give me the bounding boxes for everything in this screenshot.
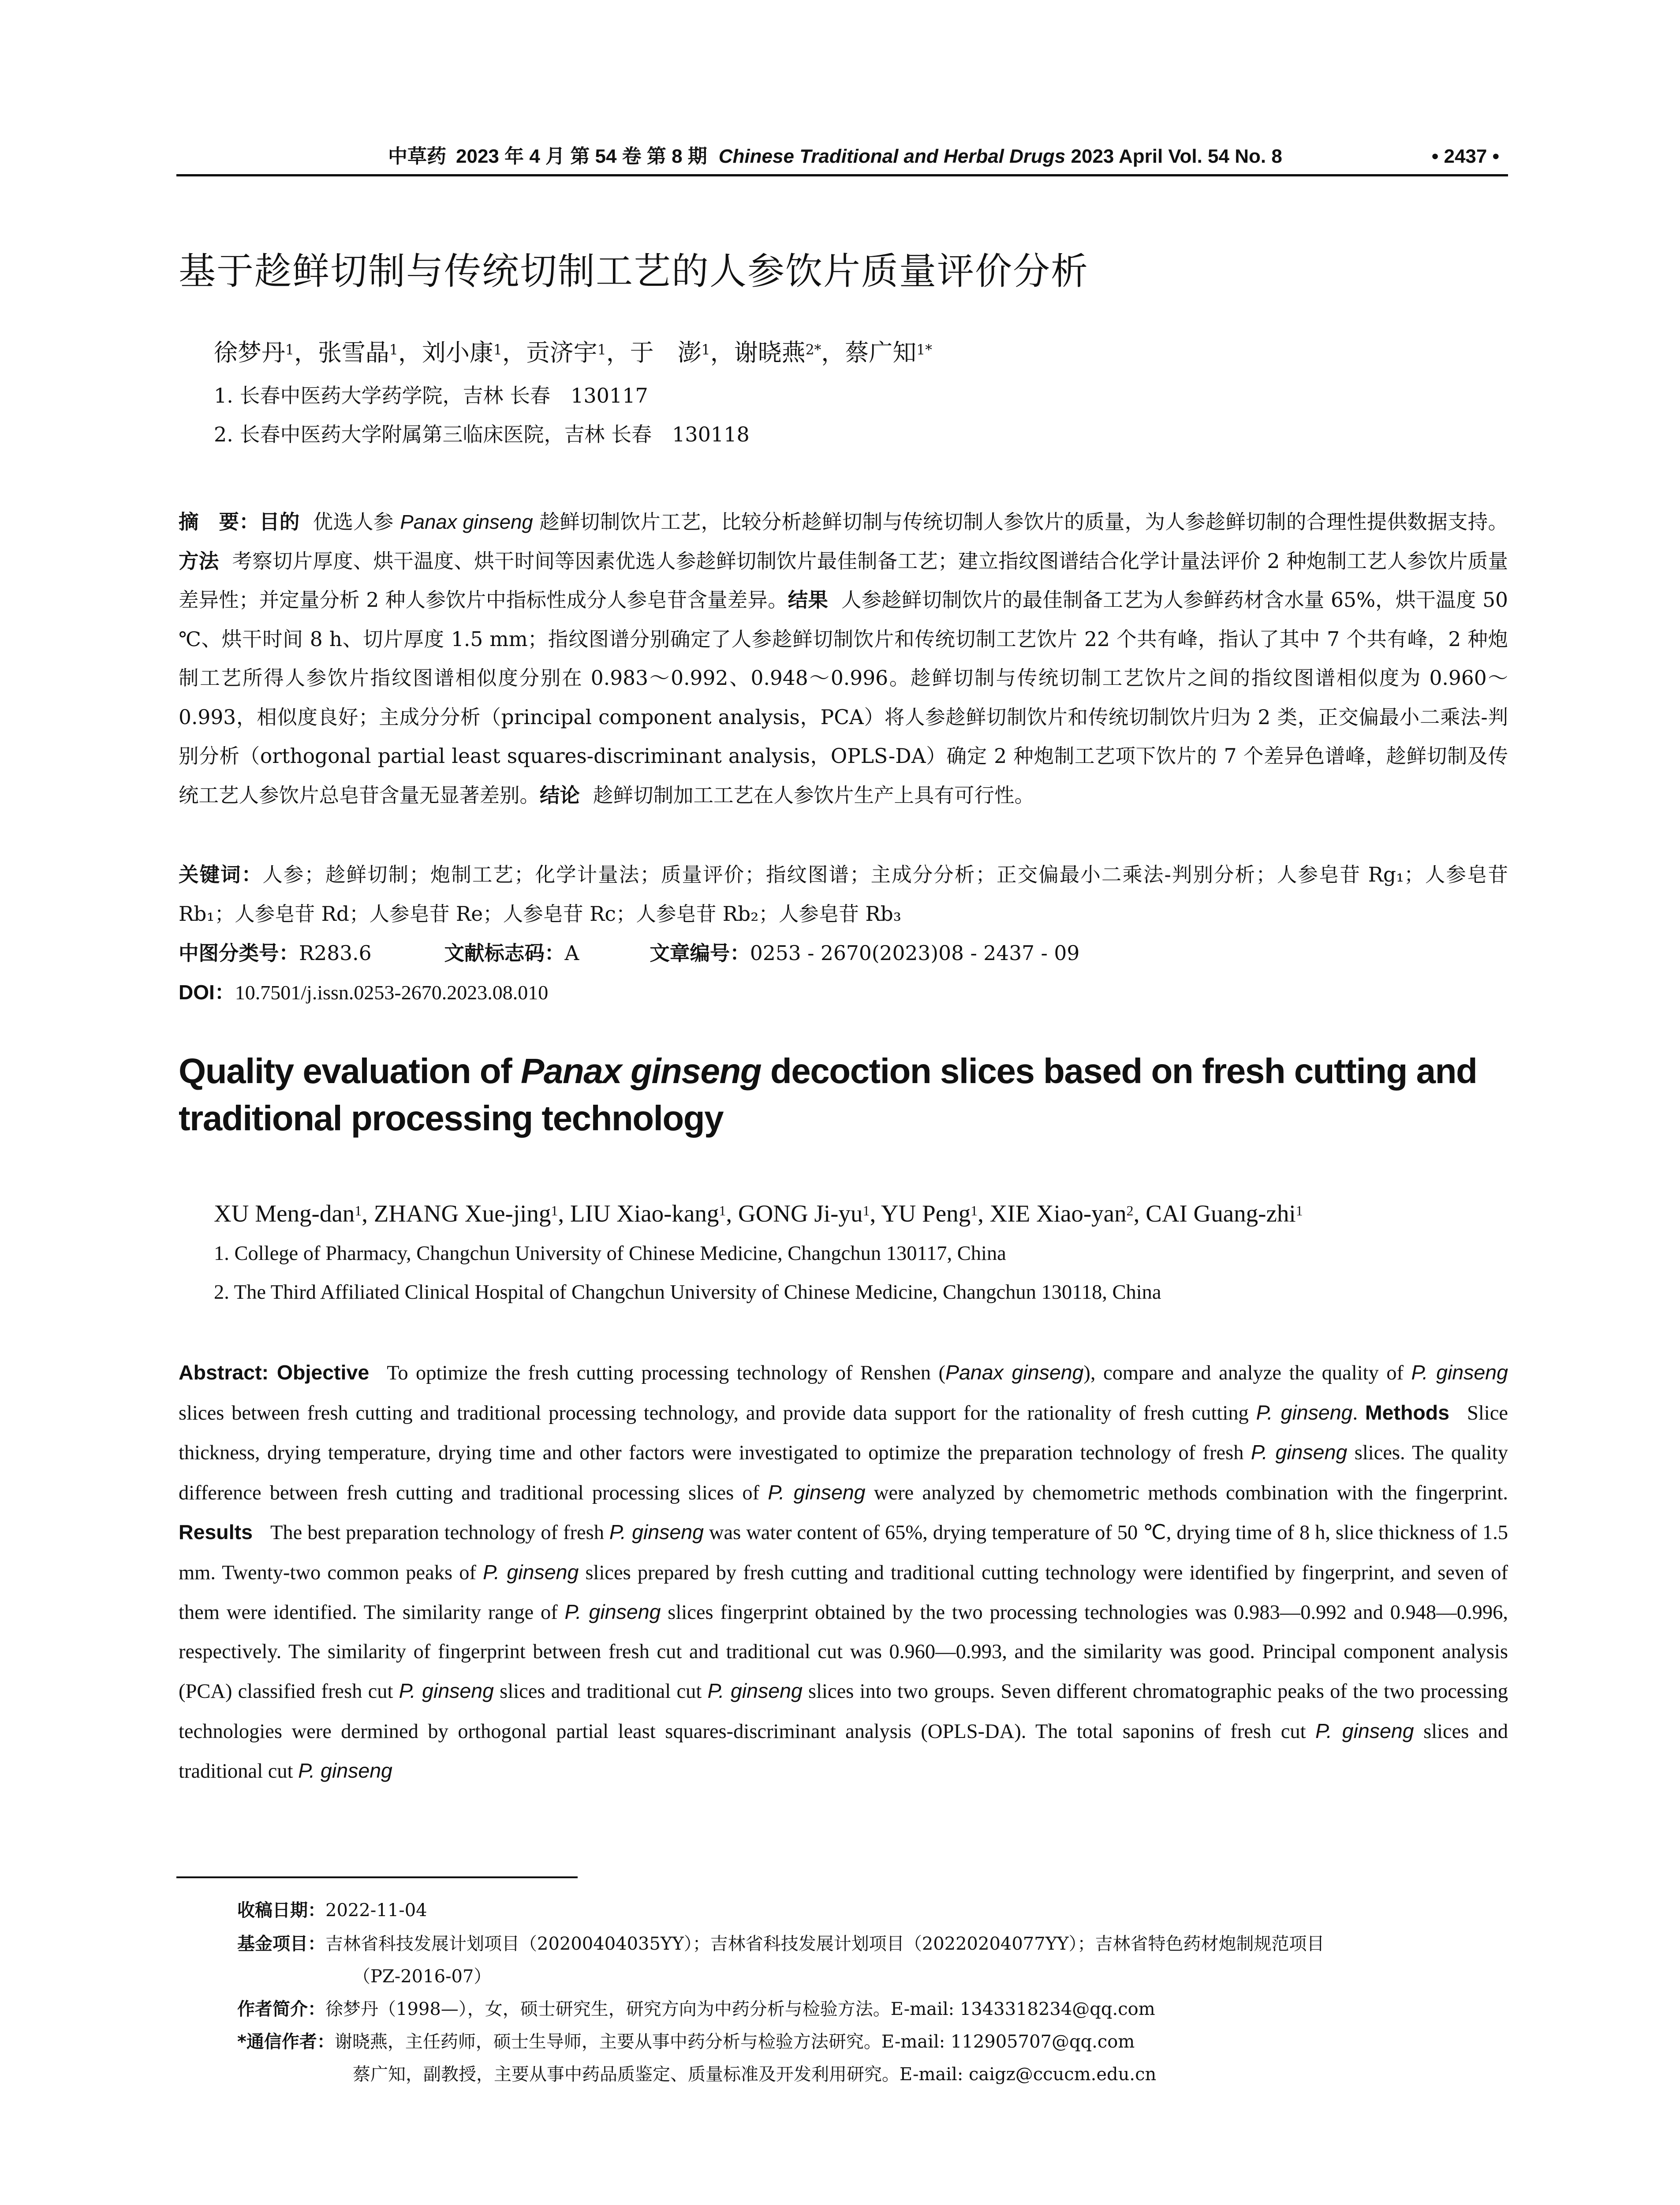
en-author-affiliation-mark: 1 <box>1295 1203 1303 1218</box>
received-value: 2022-11-04 <box>325 1900 427 1921</box>
cn-author-separator: ， <box>294 339 318 366</box>
latin-name: P. ginseng <box>1315 1719 1414 1742</box>
cn-author-affiliation-mark: 1 <box>701 342 710 358</box>
issue-en: 2023 April Vol. 54 No. 8 <box>1071 146 1282 167</box>
article-title-en <box>179 1047 1523 1142</box>
en-author-name: YU Peng <box>881 1200 971 1227</box>
latin-name: P. ginseng <box>483 1560 579 1584</box>
cn-author-separator: ， <box>710 339 734 366</box>
objective-text-cn-2: 趁鲜切制饮片工艺，比较分析趁鲜切制与传统切制人参饮片的质量，为人参趁鲜切制的合理性提供数据支持。 <box>533 510 1508 534</box>
article-no-value: 0253 - 2670(2023)08 - 2437 - 09 <box>750 942 1080 965</box>
cn-author-affiliation-mark: 1 <box>285 342 294 358</box>
doc-code-value: A <box>564 942 579 965</box>
corresponding-author <box>237 2029 1135 2055</box>
methods-text-en-1: Slice thickness, drying temperature, drying time and other factors were investigated to optimize the preparation technology of fresh <box>179 1401 1508 1464</box>
affiliation-en-2: 2. The Third Affiliated Clinical Hospital of Changchun University of Chinese Medicine, Changchun 130118, China <box>214 1281 1161 1304</box>
latin-name: Panax ginseng <box>945 1361 1084 1384</box>
fund-value: 吉林省科技发展计划项目（20200404035YY）；吉林省科技发展计划项目（20220204077YY）；吉林省特色药材炮制规范项目 <box>325 1934 1325 1954</box>
classification-line <box>179 934 1079 973</box>
doi-line <box>179 973 548 1012</box>
received-label: 收稿日期： <box>237 1900 325 1921</box>
running-header <box>176 143 1508 176</box>
methods-text-cn: 考察切片厚度、烘干温度、烘干时间等因素优选人参趁鲜切制饮片最佳制备工艺；建立指纹图谱结合化学计量法评价 2 种炮制工艺人参饮片质量差异性；并定量分析 2 种人参饮片中指标性成分人参皂苷含量差异。 <box>179 549 1508 612</box>
author-list-en <box>214 1196 1303 1231</box>
conclusion-text-cn: 趁鲜切制加工工艺在人参饮片生产上具有可行性。 <box>593 783 1035 807</box>
latin-name: P. ginseng <box>707 1679 803 1702</box>
cn-author-name: 蔡广知 <box>845 339 917 366</box>
en-author-affiliation-mark: 1 <box>971 1203 978 1218</box>
abstract-label-en: Abstract: Objective <box>179 1361 370 1384</box>
latin-name: P. ginseng <box>609 1521 704 1544</box>
cn-author-name: 贡济宇 <box>526 339 597 366</box>
results-label-cn: 结果 <box>788 588 829 612</box>
journal-name-cn: 中草药 <box>388 145 446 168</box>
cn-author-name: 张雪晶 <box>317 339 389 366</box>
latin-name: P. ginseng <box>399 1679 494 1702</box>
corresponding-label: *通信作者： <box>237 2032 335 2052</box>
latin-name: P. ginseng <box>1256 1401 1353 1424</box>
footnote-divider <box>176 1876 578 1878</box>
methods-label-en: Methods <box>1365 1401 1450 1424</box>
methods-label-cn: 方法 <box>179 549 219 573</box>
en-author-affiliation-mark: 1 <box>719 1203 726 1218</box>
latin-name: P. ginseng <box>1251 1441 1348 1464</box>
corresponding-value: 谢晓燕，主任药师，硕士生导师，主要从事中药分析与检验方法研究。E-mail: 112905707@qq.com <box>334 2032 1135 2052</box>
affiliation-cn-1: 1. 长春中医药大学药学院，吉林 长春 130117 <box>214 384 648 407</box>
en-author-affiliation-mark: 1 <box>551 1203 558 1218</box>
objective-text-en-2: ), compare and analyze the quality of <box>1083 1362 1411 1384</box>
fund-label: 基金项目： <box>237 1934 325 1954</box>
en-author-affiliation-mark: 2 <box>1126 1203 1134 1218</box>
en-author-affiliation-mark: 1 <box>355 1203 362 1218</box>
en-author-separator: , <box>558 1200 570 1227</box>
running-header-center <box>388 143 1282 170</box>
methods-text-en-2: slices. The quality difference between fresh cutting and traditional processing slices of <box>179 1442 1508 1504</box>
author-bio <box>237 1996 1155 2022</box>
title-en-part1: Quality evaluation of <box>179 1051 521 1091</box>
abstract-label-cn: 摘 要： <box>179 510 260 534</box>
cn-author-name: 刘小康 <box>422 339 493 366</box>
en-author-name: LIU Xiao-kang <box>570 1200 719 1227</box>
results-text-cn: 人参趁鲜切制饮片的最佳制备工艺为人参鲜药材含水量 65%，烘干温度 50 ℃、烘干时间 8 h、切片厚度 1.5 mm；指纹图谱分别确定了人参趁鲜切制饮片和传统切制工艺饮片 22 个共有峰，指认了其中 7 个共有峰，2 种炮制工艺所得人参饮片指纹图谱相似度分别在 0.983～0.992、0.948～0.996。趁鲜切制与传统切制工艺饮片之间的指纹图谱相似度为 0.960～0.993，相似度良好；主成分分析（principal component analysis，PCA）将人参趁鲜切制饮片和传统切制饮片归为 2 类，正交偏最小二乘法-判别分析（orthogonal partial least squares-discriminant analysis，OPLS-DA）确定 2 种炮制工艺项下饮片的 7 个差异色谱峰，趁鲜切制及传统工艺人参饮片总皂苷含量无显著差别。 <box>179 588 1508 807</box>
en-author-name: CAI Guang-zhi <box>1146 1200 1296 1227</box>
results-text-en-3: slices prepared by fresh cutting and traditional cutting technology were identified by fingerprint, and seven of them were identified. The similarity range of <box>179 1561 1508 1624</box>
results-label-en: Results <box>179 1521 253 1544</box>
abstract-cn <box>179 503 1508 815</box>
results-text-en-1: The best preparation technology of fresh <box>270 1521 609 1544</box>
keywords-cn <box>179 856 1508 934</box>
clc-label: 中图分类号： <box>179 942 299 965</box>
results-text-en-5: slices and traditional cut <box>494 1680 708 1703</box>
results-text-en-4: slices fingerprint obtained by the two processing technologies was 0.983—0.992 and 0.948—0.996, respectively. The similarity of fingerprint between fresh cut and traditional cut was 0.960—0.993, and the similarity was good. Principal component analysis (PCA) classified fresh cut <box>179 1601 1508 1703</box>
affiliation-en-1: 1. College of Pharmacy, Changchun University of Chinese Medicine, Changchun 130117, China <box>214 1242 1006 1265</box>
article-title-cn: 基于趁鲜切制与传统切制工艺的人参饮片质量评价分析 <box>179 250 1089 293</box>
author-bio-value: 徐梦丹（1998—），女，硕士研究生，研究方向为中药分析与检验方法。E-mail: 1343318234@qq.com <box>325 1999 1155 2019</box>
cn-author-separator: ， <box>821 339 845 366</box>
issue-cn: 2023 年 4 月 第 54 卷 第 8 期 <box>456 146 707 167</box>
keywords-text: 人参；趁鲜切制；炮制工艺；化学计量法；质量评价；指纹图谱；主成分分析；正交偏最小二乘法-判别分析；人参皂苷 Rg₁；人参皂苷 Rb₁；人参皂苷 Rd；人参皂苷 Re；人参皂苷 Rc；人参皂苷 Rb₂；人参皂苷 Rb₃ <box>179 863 1508 926</box>
author-bio-label: 作者简介： <box>237 1999 325 2019</box>
en-author-name: GONG Ji-yu <box>738 1200 863 1227</box>
en-author-affiliation-mark: 1 <box>862 1203 870 1218</box>
conclusion-label-cn: 结论 <box>540 783 580 807</box>
title-en-part2: decoction slices based on fresh cutting and traditional processing technology <box>179 1051 1477 1138</box>
objective-text-en-4: . <box>1352 1401 1358 1424</box>
keywords-label: 关键词： <box>179 863 263 886</box>
author-list-cn <box>214 335 932 370</box>
page-number: • 2437 • <box>1431 146 1499 167</box>
en-author-name: XIE Xiao-yan <box>989 1200 1127 1227</box>
en-author-separator: , <box>1133 1200 1146 1227</box>
en-author-separator: , <box>978 1200 990 1227</box>
affiliation-cn-2: 2. 长春中医药大学附属第三临床医院，吉林 长春 130118 <box>214 422 750 446</box>
en-author-name: XU Meng-dan <box>214 1200 355 1227</box>
doi-label: DOI： <box>179 981 235 1004</box>
cn-author-affiliation-mark: 1 <box>597 342 606 358</box>
cn-author-name: 徐梦丹 <box>214 339 285 366</box>
en-author-separator: , <box>870 1200 881 1227</box>
latin-name: P. ginseng <box>298 1759 392 1782</box>
corresponding-author-2: 蔡广知，副教授，主要从事中药品质鉴定、质量标准及开发利用研究。E-mail: caigz@ccucm.edu.cn <box>353 2064 1157 2085</box>
methods-text-en-3: were analyzed by chemometric methods combination with the fingerprint. <box>865 1481 1508 1504</box>
cn-author-separator: ， <box>606 339 630 366</box>
cn-author-name: 谢晓燕 <box>734 339 806 366</box>
doi-value: 10.7501/j.issn.0253-2670.2023.08.010 <box>235 981 549 1004</box>
article-no-label: 文章编号： <box>650 942 750 965</box>
results-text-en-2: was water content of 65%, drying temperature of 50 ℃, drying time of 8 h, slice thickness of 1.5 mm. Twenty-two common peaks of <box>179 1521 1508 1584</box>
fund-project-cont: （PZ-2016-07） <box>353 1966 492 1987</box>
results-text-en-7: slices and traditional cut <box>179 1720 1508 1783</box>
cn-author-affiliation-mark: 1* <box>916 342 932 358</box>
cn-author-separator: ， <box>502 339 526 366</box>
cn-author-affiliation-mark: 2* <box>805 342 821 358</box>
en-author-separator: , <box>726 1200 738 1227</box>
cn-author-separator: ， <box>398 339 422 366</box>
en-author-separator: , <box>362 1200 374 1227</box>
cn-author-affiliation-mark: 1 <box>389 342 398 358</box>
latin-name: P. ginseng <box>768 1480 866 1504</box>
title-en-latin: Panax ginseng <box>521 1051 762 1091</box>
clc-value: R283.6 <box>299 942 372 965</box>
objective-text-en-1: To optimize the fresh cutting processing technology of Renshen ( <box>387 1362 945 1384</box>
doc-code-label: 文献标志码： <box>444 942 565 965</box>
abstract-en <box>179 1353 1508 1791</box>
en-author-name: ZHANG Xue-jing <box>373 1200 551 1227</box>
objective-text-cn: 优选人参 <box>313 510 400 534</box>
latin-name: P. ginseng <box>1411 1361 1508 1384</box>
journal-name-en: Chinese Traditional and Herbal Drugs <box>718 146 1066 167</box>
received-date <box>237 1897 427 1924</box>
latin-name: Panax ginseng <box>400 511 533 533</box>
objective-label-cn: 目的 <box>259 510 300 534</box>
fund-project <box>237 1931 1325 1957</box>
results-text-en-6: slices into two groups. Seven different chromatographic peaks of the two processing technologies were dermined by orthogonal partial least squares-discriminant analysis (OPLS-DA). The total saponins of fresh cut <box>179 1680 1508 1743</box>
cn-author-affiliation-mark: 1 <box>493 342 502 358</box>
objective-text-en-3: slices between fresh cutting and traditional processing technology, and provide data support for the rationality of fresh cutting <box>179 1401 1256 1424</box>
cn-author-name: 于 澎 <box>630 339 702 366</box>
latin-name: P. ginseng <box>564 1600 661 1623</box>
